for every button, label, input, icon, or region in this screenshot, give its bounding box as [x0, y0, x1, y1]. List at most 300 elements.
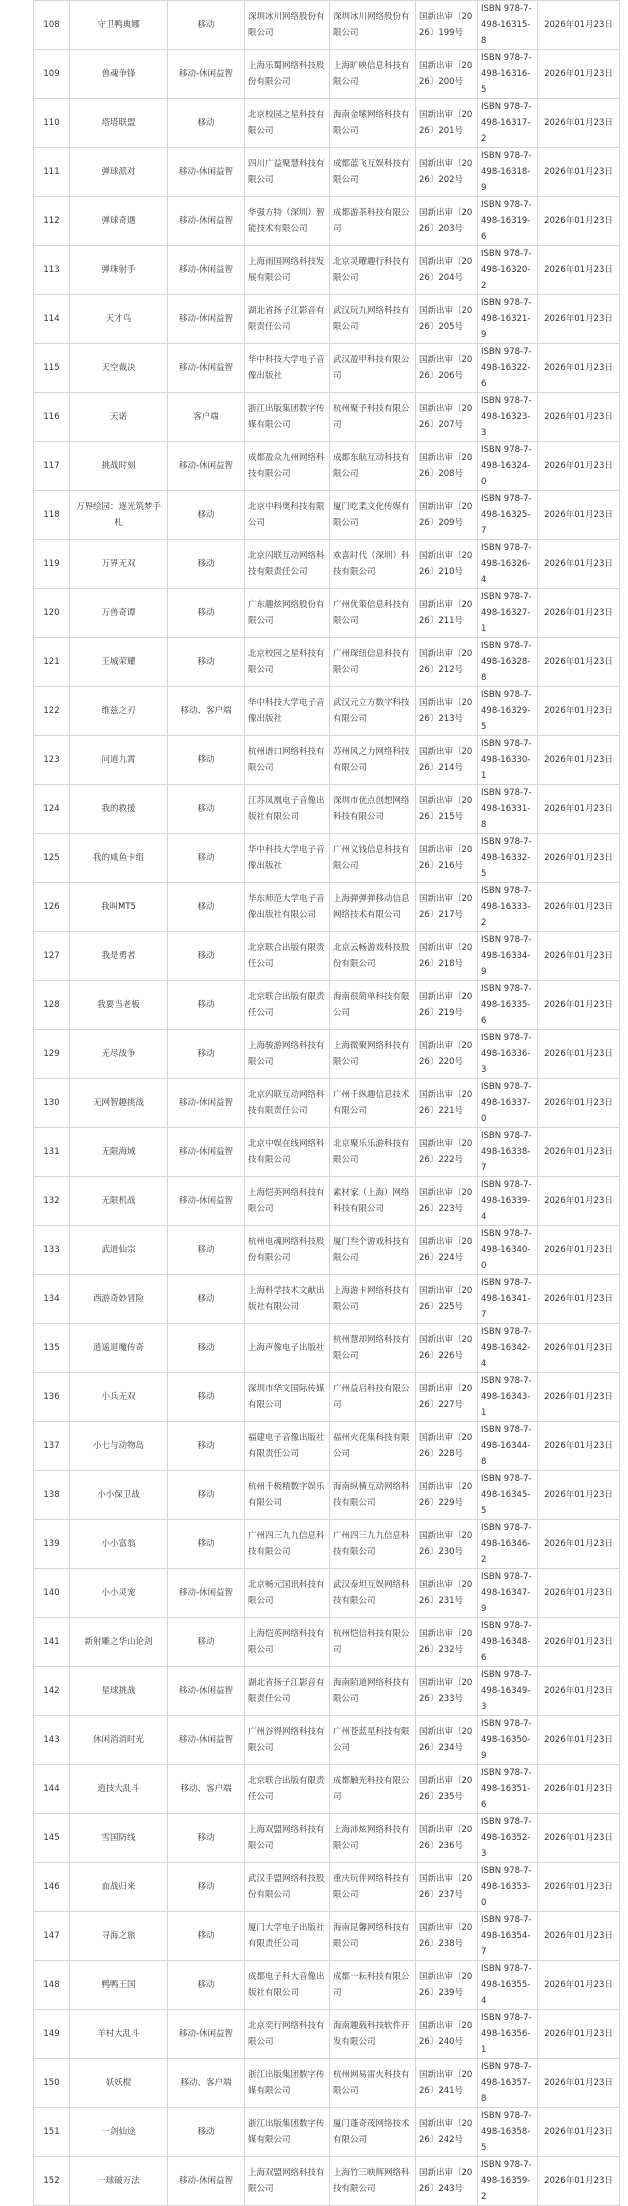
row-number-cell: 136: [34, 1373, 70, 1422]
row-number-cell: 151: [34, 2108, 70, 2157]
table-row: [34, 1961, 620, 2010]
isbn-cell: ISBN 978-7-498-16332-5: [478, 834, 538, 883]
approval-date-cell: 2026年01月23日: [538, 2059, 620, 2108]
approval-date-cell: 2026年01月23日: [538, 442, 620, 491]
approval-date-cell: 2026年01月23日: [538, 1520, 620, 1569]
operator-cell: 海南很简单科技有限公司: [330, 981, 416, 1030]
table-row: [34, 1177, 620, 1226]
approval-date-cell: 2026年01月23日: [538, 540, 620, 589]
game-name-cell: 休闲消消时光: [70, 1716, 168, 1765]
approval-date-cell: 2026年01月23日: [538, 736, 620, 785]
game-type-cell: 移动-休闲益智: [168, 1667, 245, 1716]
approval-date-cell: 2026年01月23日: [538, 1618, 620, 1667]
approval-date-cell: 2026年01月23日: [538, 148, 620, 197]
approval-date-cell: 2026年01月23日: [538, 1324, 620, 1373]
approval-number-cell: 国新出审〔2026〕207号: [416, 393, 478, 442]
approval-date-cell: 2026年01月23日: [538, 2010, 620, 2059]
approval-number-cell: 国新出审〔2026〕236号: [416, 1814, 478, 1863]
approval-date-cell: 2026年01月23日: [538, 197, 620, 246]
game-name-cell: 问道九霄: [70, 736, 168, 785]
approval-number-cell: 国新出审〔2026〕218号: [416, 932, 478, 981]
isbn-cell: ISBN 978-7-498-16321-9: [478, 295, 538, 344]
operator-cell: 广州千纵趣信息技术有限公司: [330, 1079, 416, 1128]
row-number-cell: 145: [34, 1814, 70, 1863]
approval-number-cell: 国新出审〔2026〕211号: [416, 589, 478, 638]
publisher-cell: 北京畅元国讯科技有限公司: [245, 1569, 330, 1618]
approval-number-cell: 国新出审〔2026〕219号: [416, 981, 478, 1030]
approval-date-cell: 2026年01月23日: [538, 1667, 620, 1716]
game-name-cell: 天空裁决: [70, 344, 168, 393]
operator-cell: 广州义钱信息科技有限公司: [330, 834, 416, 883]
game-name-cell: 万兽奇谭: [70, 589, 168, 638]
game-type-cell: 移动: [168, 1226, 245, 1275]
publisher-cell: 成都盈众九州网络科技有限公司: [245, 442, 330, 491]
operator-cell: 厦门叁个游戏科技有限公司: [330, 1226, 416, 1275]
game-name-cell: 一球破万法: [70, 2157, 168, 2206]
game-type-cell: 移动-休闲益智: [168, 148, 245, 197]
row-number-cell: 114: [34, 295, 70, 344]
game-name-cell: 寻海之旅: [70, 1912, 168, 1961]
operator-cell: 成都蓝飞互娱科技有限公司: [330, 148, 416, 197]
table-row: [34, 1324, 620, 1373]
operator-cell: 欢喜时代（深圳）科技有限公司: [330, 540, 416, 589]
table-row: [34, 442, 620, 491]
approval-date-cell: 2026年01月23日: [538, 1, 620, 50]
approval-number-cell: 国新出审〔2026〕229号: [416, 1471, 478, 1520]
publisher-cell: 华中科技大学电子音像出版社: [245, 687, 330, 736]
operator-cell: 成都触光科技有限公司: [330, 1765, 416, 1814]
game-type-cell: 移动-休闲益智: [168, 1079, 245, 1128]
isbn-cell: ISBN 978-7-498-16348-6: [478, 1618, 538, 1667]
game-type-cell: 移动: [168, 932, 245, 981]
game-name-cell: 血战归来: [70, 1863, 168, 1912]
row-number-cell: 116: [34, 393, 70, 442]
game-type-cell: 移动: [168, 1030, 245, 1079]
operator-cell: 广州四三九九信息科技有限公司: [330, 1520, 416, 1569]
publisher-cell: 深圳冰川网络股份有限公司: [245, 1, 330, 50]
approval-number-cell: 国新出审〔2026〕202号: [416, 148, 478, 197]
game-name-cell: 我的咸鱼卡组: [70, 834, 168, 883]
row-number-cell: 118: [34, 491, 70, 540]
table-row: [34, 246, 620, 295]
table-row: [34, 2157, 620, 2206]
approval-date-cell: 2026年01月23日: [538, 1961, 620, 2010]
isbn-cell: ISBN 978-7-498-16357-8: [478, 2059, 538, 2108]
publisher-cell: 杭州千极精数字娱乐有限公司: [245, 1471, 330, 1520]
approval-number-cell: 国新出审〔2026〕208号: [416, 442, 478, 491]
table-row: [34, 99, 620, 148]
game-name-cell: 小小灵宠: [70, 1569, 168, 1618]
isbn-cell: ISBN 978-7-498-16329-5: [478, 687, 538, 736]
isbn-cell: ISBN 978-7-498-16335-6: [478, 981, 538, 1030]
row-number-cell: 123: [34, 736, 70, 785]
approval-date-cell: 2026年01月23日: [538, 1912, 620, 1961]
game-type-cell: 移动: [168, 1863, 245, 1912]
publisher-cell: 北京闪联互动网络科技有限责任公司: [245, 1079, 330, 1128]
operator-cell: 武汉盈甲科技有限公司: [330, 344, 416, 393]
operator-cell: 重庆玩伴网络科技有限公司: [330, 1863, 416, 1912]
approval-number-cell: 国新出审〔2026〕199号: [416, 1, 478, 50]
approval-date-cell: 2026年01月23日: [538, 1079, 620, 1128]
publisher-cell: 上海恺英网络科技有限公司: [245, 1177, 330, 1226]
approval-date-cell: 2026年01月23日: [538, 393, 620, 442]
row-number-cell: 137: [34, 1422, 70, 1471]
game-name-cell: 无网智趣挑战: [70, 1079, 168, 1128]
isbn-cell: ISBN 978-7-498-16358-5: [478, 2108, 538, 2157]
publisher-cell: 上海雨国网络科技发展有限公司: [245, 246, 330, 295]
table-row: [34, 1520, 620, 1569]
game-type-cell: 移动: [168, 2108, 245, 2157]
approval-number-cell: 国新出审〔2026〕201号: [416, 99, 478, 148]
table-row: [34, 638, 620, 687]
game-name-cell: 逍遥退魔传奇: [70, 1324, 168, 1373]
table-row: [34, 295, 620, 344]
approval-date-cell: 2026年01月23日: [538, 1373, 620, 1422]
game-name-cell: 无限机战: [70, 1177, 168, 1226]
operator-cell: 成都东航互动科技有限公司: [330, 442, 416, 491]
isbn-cell: ISBN 978-7-498-16342-4: [478, 1324, 538, 1373]
operator-cell: 成都一耘科技有限公司: [330, 1961, 416, 2010]
game-name-cell: 维兹之刃: [70, 687, 168, 736]
game-name-cell: 我要当老板: [70, 981, 168, 1030]
approval-number-cell: 国新出审〔2026〕237号: [416, 1863, 478, 1912]
game-type-cell: 移动: [168, 491, 245, 540]
row-number-cell: 142: [34, 1667, 70, 1716]
row-number-cell: 139: [34, 1520, 70, 1569]
game-name-cell: 塔塔联盟: [70, 99, 168, 148]
publisher-cell: 上海双盟网络科技有限公司: [245, 2157, 330, 2206]
game-type-cell: 移动-休闲益智: [168, 1716, 245, 1765]
game-name-cell: 挑战时刻: [70, 442, 168, 491]
game-name-cell: 逍技大乱斗: [70, 1765, 168, 1814]
table-row: [34, 1814, 620, 1863]
approval-date-cell: 2026年01月23日: [538, 2157, 620, 2206]
approval-date-cell: 2026年01月23日: [538, 1471, 620, 1520]
game-name-cell: 小小富翁: [70, 1520, 168, 1569]
isbn-cell: ISBN 978-7-498-16354-7: [478, 1912, 538, 1961]
game-name-cell: 无尽战争: [70, 1030, 168, 1079]
approval-date-cell: 2026年01月23日: [538, 1863, 620, 1912]
approval-number-cell: 国新出审〔2026〕243号: [416, 2157, 478, 2206]
isbn-cell: ISBN 978-7-498-16330-1: [478, 736, 538, 785]
approval-date-cell: 2026年01月23日: [538, 1275, 620, 1324]
approval-date-cell: 2026年01月23日: [538, 1569, 620, 1618]
game-type-cell: 移动-休闲益智: [168, 2157, 245, 2206]
approval-number-cell: 国新出审〔2026〕215号: [416, 785, 478, 834]
isbn-cell: ISBN 978-7-498-16350-9: [478, 1716, 538, 1765]
row-number-cell: 124: [34, 785, 70, 834]
approval-date-cell: 2026年01月23日: [538, 1177, 620, 1226]
isbn-cell: ISBN 978-7-498-16347-9: [478, 1569, 538, 1618]
approval-number-cell: 国新出审〔2026〕242号: [416, 2108, 478, 2157]
table-row: [34, 491, 620, 540]
publisher-cell: 杭州谱口网络科技有限公司: [245, 736, 330, 785]
game-name-cell: 妖妖棍: [70, 2059, 168, 2108]
operator-cell: 深圳冰川网络股份有限公司: [330, 1, 416, 50]
isbn-cell: ISBN 978-7-498-16353-0: [478, 1863, 538, 1912]
row-number-cell: 144: [34, 1765, 70, 1814]
approval-number-cell: 国新出审〔2026〕240号: [416, 2010, 478, 2059]
game-name-cell: 我是勇者: [70, 932, 168, 981]
game-type-cell: 移动: [168, 736, 245, 785]
approval-date-cell: 2026年01月23日: [538, 1128, 620, 1177]
publisher-cell: 上海骏游网络科技有限公司: [245, 1030, 330, 1079]
game-approval-table: [33, 0, 620, 2206]
publisher-cell: 北京联合出版有限责任公司: [245, 981, 330, 1030]
table-row: [34, 344, 620, 393]
table-row: [34, 2059, 620, 2108]
game-name-cell: 星球挑战: [70, 1667, 168, 1716]
game-name-cell: 守卫鸭典娜: [70, 1, 168, 50]
game-name-cell: 武道仙宗: [70, 1226, 168, 1275]
row-number-cell: 121: [34, 638, 70, 687]
isbn-cell: ISBN 978-7-498-16340-0: [478, 1226, 538, 1275]
approval-number-cell: 国新出审〔2026〕227号: [416, 1373, 478, 1422]
table-row: [34, 1667, 620, 1716]
approval-number-cell: 国新出审〔2026〕230号: [416, 1520, 478, 1569]
table-row: [34, 1863, 620, 1912]
game-name-cell: 羊村大乱斗: [70, 2010, 168, 2059]
publisher-cell: 厦门大学电子出版社有限责任公司: [245, 1912, 330, 1961]
approval-number-cell: 国新出审〔2026〕239号: [416, 1961, 478, 2010]
isbn-cell: ISBN 978-7-498-16336-3: [478, 1030, 538, 1079]
approval-number-cell: 国新出审〔2026〕225号: [416, 1275, 478, 1324]
isbn-cell: ISBN 978-7-498-16338-7: [478, 1128, 538, 1177]
table-row: [34, 50, 620, 99]
row-number-cell: 147: [34, 1912, 70, 1961]
operator-cell: 武汉泰坦互娱网络科技有限公司: [330, 1569, 416, 1618]
approval-number-cell: 国新出审〔2026〕232号: [416, 1618, 478, 1667]
row-number-cell: 133: [34, 1226, 70, 1275]
publisher-cell: 北京中娱在线网络科技有限公司: [245, 1128, 330, 1177]
game-name-cell: 万界绘园：逐光筑梦手札: [70, 491, 168, 540]
approval-date-cell: 2026年01月23日: [538, 50, 620, 99]
game-type-cell: 移动: [168, 99, 245, 148]
publisher-cell: 江苏凤凰电子音像出版社有限公司: [245, 785, 330, 834]
isbn-cell: ISBN 978-7-498-16333-2: [478, 883, 538, 932]
approval-number-cell: 国新出审〔2026〕203号: [416, 197, 478, 246]
table-row: [34, 1, 620, 50]
game-type-cell: 移动: [168, 1, 245, 50]
row-number-cell: 149: [34, 2010, 70, 2059]
isbn-cell: ISBN 978-7-498-16331-8: [478, 785, 538, 834]
game-type-cell: 移动: [168, 785, 245, 834]
game-type-cell: 移动、客户端: [168, 2059, 245, 2108]
approval-number-cell: 国新出审〔2026〕241号: [416, 2059, 478, 2108]
operator-cell: 武汉玩九网络科技有限公司: [330, 295, 416, 344]
approval-number-cell: 国新出审〔2026〕213号: [416, 687, 478, 736]
approval-date-cell: 2026年01月23日: [538, 1030, 620, 1079]
row-number-cell: 143: [34, 1716, 70, 1765]
table-row: [34, 785, 620, 834]
table-row: [34, 981, 620, 1030]
publisher-cell: 北京奕行网络科技有限公司: [245, 2010, 330, 2059]
publisher-cell: 华强方特（深圳）智能技术有限公司: [245, 197, 330, 246]
row-number-cell: 109: [34, 50, 70, 99]
isbn-cell: ISBN 978-7-498-16319-6: [478, 197, 538, 246]
approval-date-cell: 2026年01月23日: [538, 638, 620, 687]
table-row: [34, 2108, 620, 2157]
game-type-cell: 移动-休闲益智: [168, 197, 245, 246]
row-number-cell: 138: [34, 1471, 70, 1520]
publisher-cell: 四川广益聚慧科技有限公司: [245, 148, 330, 197]
isbn-cell: ISBN 978-7-498-16322-6: [478, 344, 538, 393]
game-name-cell: 小七与动物岛: [70, 1422, 168, 1471]
operator-cell: 深圳市优点创想网络科技有限公司: [330, 785, 416, 834]
isbn-cell: ISBN 978-7-498-16323-3: [478, 393, 538, 442]
isbn-cell: ISBN 978-7-498-16316-5: [478, 50, 538, 99]
approval-number-cell: 国新出审〔2026〕220号: [416, 1030, 478, 1079]
game-name-cell: 天诺: [70, 393, 168, 442]
table-row: [34, 393, 620, 442]
operator-cell: 广州优策信息科技有限公司: [330, 589, 416, 638]
approval-number-cell: 国新出审〔2026〕210号: [416, 540, 478, 589]
operator-cell: 杭州网易雷火科技有限公司: [330, 2059, 416, 2108]
table-row: [34, 1716, 620, 1765]
publisher-cell: 浙江出版集团数字传媒有限公司: [245, 2059, 330, 2108]
game-type-cell: 移动: [168, 540, 245, 589]
approval-date-cell: 2026年01月23日: [538, 785, 620, 834]
publisher-cell: 浙江出版集团数字传媒有限公司: [245, 2108, 330, 2157]
approval-date-cell: 2026年01月23日: [538, 883, 620, 932]
row-number-cell: 119: [34, 540, 70, 589]
game-type-cell: 移动: [168, 1275, 245, 1324]
approval-number-cell: 国新出审〔2026〕206号: [416, 344, 478, 393]
game-type-cell: 移动-休闲益智: [168, 295, 245, 344]
publisher-cell: 福建电子音像出版社有限责任公司: [245, 1422, 330, 1471]
row-number-cell: 152: [34, 2157, 70, 2206]
publisher-cell: 北京校园之星科技有限公司: [245, 99, 330, 148]
publisher-cell: 上海乐蜀网络科技股份有限公司: [245, 50, 330, 99]
approval-date-cell: 2026年01月23日: [538, 246, 620, 295]
publisher-cell: 广州四三九九信息科技有限公司: [245, 1520, 330, 1569]
operator-cell: 上海游卡网络科技有限公司: [330, 1275, 416, 1324]
row-number-cell: 146: [34, 1863, 70, 1912]
table-row: [34, 1912, 620, 1961]
game-type-cell: 移动: [168, 638, 245, 687]
row-number-cell: 112: [34, 197, 70, 246]
table-row: [34, 1030, 620, 1079]
operator-cell: 上海弹弹弹移动信息网络技术有限公司: [330, 883, 416, 932]
publisher-cell: 北京中科奥科技有限公司: [245, 491, 330, 540]
operator-cell: 厦门蓬奇茂网络技术有限公司: [330, 2108, 416, 2157]
game-name-cell: 王城荣耀: [70, 638, 168, 687]
operator-cell: 广州苍蓝星科技有限公司: [330, 1716, 416, 1765]
isbn-cell: ISBN 978-7-498-16339-4: [478, 1177, 538, 1226]
isbn-cell: ISBN 978-7-498-16341-7: [478, 1275, 538, 1324]
operator-cell: 上海沛炫网络科技有限公司: [330, 1814, 416, 1863]
operator-cell: 苏州风之力网络科技有限公司: [330, 736, 416, 785]
isbn-cell: ISBN 978-7-498-16352-3: [478, 1814, 538, 1863]
operator-cell: 杭州慧却网络科技有限公司: [330, 1324, 416, 1373]
row-number-cell: 126: [34, 883, 70, 932]
game-name-cell: 天才鸟: [70, 295, 168, 344]
approval-number-cell: 国新出审〔2026〕231号: [416, 1569, 478, 1618]
table-row: [34, 197, 620, 246]
table-row: [34, 736, 620, 785]
publisher-cell: 北京校园之星科技有限公司: [245, 638, 330, 687]
game-type-cell: 移动: [168, 981, 245, 1030]
game-type-cell: 移动-休闲益智: [168, 1177, 245, 1226]
table-row: [34, 932, 620, 981]
game-type-cell: 移动-休闲益智: [168, 1569, 245, 1618]
publisher-cell: 北京联合出版有限责任公司: [245, 1765, 330, 1814]
operator-cell: 海南纵横互动网络科技有限公司: [330, 1471, 416, 1520]
game-name-cell: 万界无双: [70, 540, 168, 589]
isbn-cell: ISBN 978-7-498-16324-0: [478, 442, 538, 491]
isbn-cell: ISBN 978-7-498-16351-6: [478, 1765, 538, 1814]
game-type-cell: 移动: [168, 1814, 245, 1863]
approval-date-cell: 2026年01月23日: [538, 1765, 620, 1814]
approval-date-cell: 2026年01月23日: [538, 1422, 620, 1471]
game-type-cell: 移动: [168, 1618, 245, 1667]
isbn-cell: ISBN 978-7-498-16328-8: [478, 638, 538, 687]
approval-date-cell: 2026年01月23日: [538, 295, 620, 344]
table-row: [34, 1618, 620, 1667]
approval-date-cell: 2026年01月23日: [538, 981, 620, 1030]
publisher-cell: 华中科技大学电子音像出版社: [245, 344, 330, 393]
table-row: [34, 1275, 620, 1324]
game-name-cell: 弹球奇遇: [70, 197, 168, 246]
game-name-cell: 弹球派对: [70, 148, 168, 197]
isbn-cell: ISBN 978-7-498-16327-1: [478, 589, 538, 638]
isbn-cell: ISBN 978-7-498-16356-1: [478, 2010, 538, 2059]
approval-number-cell: 国新出审〔2026〕204号: [416, 246, 478, 295]
approval-date-cell: 2026年01月23日: [538, 1814, 620, 1863]
row-number-cell: 134: [34, 1275, 70, 1324]
game-name-cell: 鸭鸭王国: [70, 1961, 168, 2010]
game-name-cell: 新射雕之华山论剑: [70, 1618, 168, 1667]
publisher-cell: 湖北省扬子江影音有限责任公司: [245, 295, 330, 344]
game-name-cell: 我的救援: [70, 785, 168, 834]
game-type-cell: 移动: [168, 589, 245, 638]
row-number-cell: 128: [34, 981, 70, 1030]
operator-cell: 海南趣载科技软件开发有限公司: [330, 2010, 416, 2059]
approval-number-cell: 国新出审〔2026〕212号: [416, 638, 478, 687]
row-number-cell: 141: [34, 1618, 70, 1667]
table-row: [34, 1422, 620, 1471]
approval-number-cell: 国新出审〔2026〕200号: [416, 50, 478, 99]
isbn-cell: ISBN 978-7-498-16343-1: [478, 1373, 538, 1422]
row-number-cell: 148: [34, 1961, 70, 2010]
isbn-cell: ISBN 978-7-498-16337-0: [478, 1079, 538, 1128]
row-number-cell: 110: [34, 99, 70, 148]
publisher-cell: 华中科技大学电子音像出版社: [245, 834, 330, 883]
game-type-cell: 移动: [168, 1422, 245, 1471]
approval-date-cell: 2026年01月23日: [538, 589, 620, 638]
publisher-cell: 浙江出版集团数字传媒有限公司: [245, 393, 330, 442]
isbn-cell: ISBN 978-7-498-16318-9: [478, 148, 538, 197]
row-number-cell: 127: [34, 932, 70, 981]
publisher-cell: 上海声像电子出版社: [245, 1324, 330, 1373]
approval-number-cell: 国新出审〔2026〕235号: [416, 1765, 478, 1814]
game-name-cell: 弹珠射手: [70, 246, 168, 295]
table-body: [34, 1, 620, 2206]
publisher-cell: 湖北省扬子江影音有限责任公司: [245, 1667, 330, 1716]
operator-cell: 上海微聚网络科技有限公司: [330, 1030, 416, 1079]
approval-number-cell: 国新出审〔2026〕223号: [416, 1177, 478, 1226]
publisher-cell: 广州谷得网络科技有限公司: [245, 1716, 330, 1765]
isbn-cell: ISBN 978-7-498-16334-9: [478, 932, 538, 981]
table-row: [34, 1226, 620, 1275]
publisher-cell: 北京联合出版有限责任公司: [245, 932, 330, 981]
game-name-cell: 一剑仙途: [70, 2108, 168, 2157]
game-type-cell: 移动: [168, 1324, 245, 1373]
operator-cell: 北京云畅游戏科技股份有限公司: [330, 932, 416, 981]
approval-number-cell: 国新出审〔2026〕205号: [416, 295, 478, 344]
game-type-cell: 移动-休闲益智: [168, 442, 245, 491]
game-type-cell: 移动、客户端: [168, 687, 245, 736]
